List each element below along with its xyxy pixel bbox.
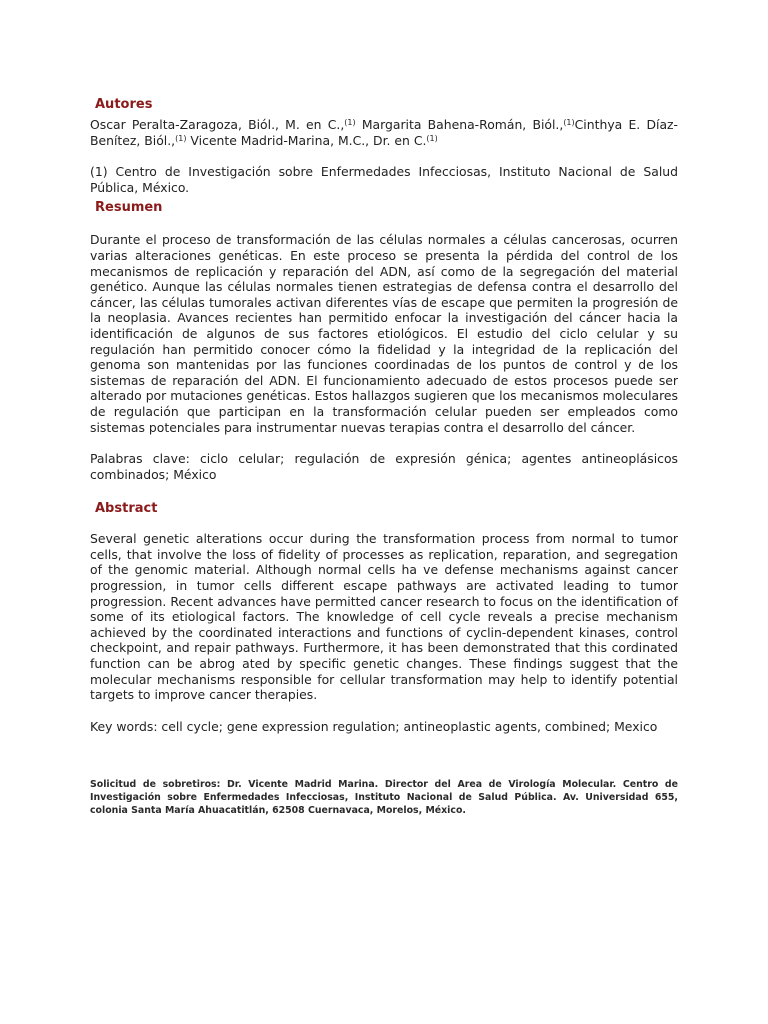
keywords-spanish: Palabras clave: ciclo celular; regulación de expresión génica; agentes antineoplásicos combinados; México	[90, 451, 678, 482]
affiliation-mark: (1)	[175, 133, 187, 143]
article-page	[90, 96, 678, 817]
affiliation-mark: (1)	[344, 118, 356, 127]
affiliation: (1) Centro de Investigación sobre Enfermedades Infecciosas, Instituto Nacional de Salud Pública, México.	[90, 164, 678, 195]
keywords-english: Key words: cell cycle; gene expression regulation; antineoplastic agents, combined; Mexico	[90, 718, 658, 734]
author-madrid: Vicente Madrid-Marina, M.C., Dr. en C.	[186, 132, 427, 148]
abstract-text: Several genetic alterations occur during the transformation process from normal to tumor cells, that involve the loss of fidelity of processes as replication, reparation, and segregation of the genomic material. Although normal cells ha ve defense mechanisms against cancer progression, in tumor cells different escape pathways are activated leading to tumor progression. Recent advances have permitted cancer research to focus on the identification of some of its etiological factors. The knowledge of cell cycle reveals a precise mechanism achieved by the coordinated interactions and functions of cyclin-dependent kinases, control checkpoint, and repair pathways. Furthermore, it has been demonstrated that this cordinated function can be abrog ated by specific genetic changes. These findings suggest that the molecular mechanisms responsible for cellular transformation may help to identify potential targets to improve cancer therapies.	[90, 531, 678, 703]
correspondence-note: Solicitud de sobretiros: Dr. Vicente Madrid Marina. Director del Area de Virología Molecular. Centro de Investigación sobre Enfermedades Infecciosas, Instituto Nacional de Salud Pública. Av. Universidad 655, colonia Santa María Ahuacatitlán, 62508 Cuernavaca, Morelos, México.	[90, 779, 678, 817]
abstract-heading: Abstract	[95, 501, 158, 517]
authors-heading: Autores	[95, 97, 153, 112]
author-bahena: Margarita Bahena-Román, Biól.,	[355, 117, 564, 132]
affiliation-mark: (1)	[563, 118, 575, 127]
authors-list	[90, 117, 678, 148]
resumen-heading: Resumen	[95, 200, 163, 216]
affiliation-mark: (1)	[426, 133, 438, 143]
resumen-text: Durante el proceso de transformación de las células normales a células cancerosas, ocurren varias alteraciones genéticas. En este proceso se presenta la pérdida del control de los mecanismos de replicación y reparación del ADN, así como de la segregación del material genético. Aunque las células normales tienen estrategias de defensa contra el desarrollo del cáncer, las células tumorales activan diferentes vías de escape que permiten la progresión de la neoplasia. Avances recientes han permitido enfocar la investigación del cáncer hacia la identificación de algunos de sus factores etiológicos. El estudio del ciclo celular y su regulación han permitido conocer cómo la fidelidad y la integridad de la replicación del genoma son mantenidas por las funciones coordinadas de los puntos de control y de los sistemas de reparación del ADN. El funcionamiento adecuado de estos procesos puede ser alterado por mutaciones genéticas. Estos hallazgos sugieren que los mecanismos moleculares de regulación que participan en la transformación celular pueden ser empleados como sistemas potenciales para instrumentar nuevas terapias contra el desarrollo del cáncer.	[90, 232, 678, 435]
author-diaz: Cinthya E. Díaz-Benítez, Biól.,	[90, 117, 679, 148]
author-peralta: Oscar Peralta-Zaragoza, Biól., M. en C.,	[90, 117, 345, 132]
